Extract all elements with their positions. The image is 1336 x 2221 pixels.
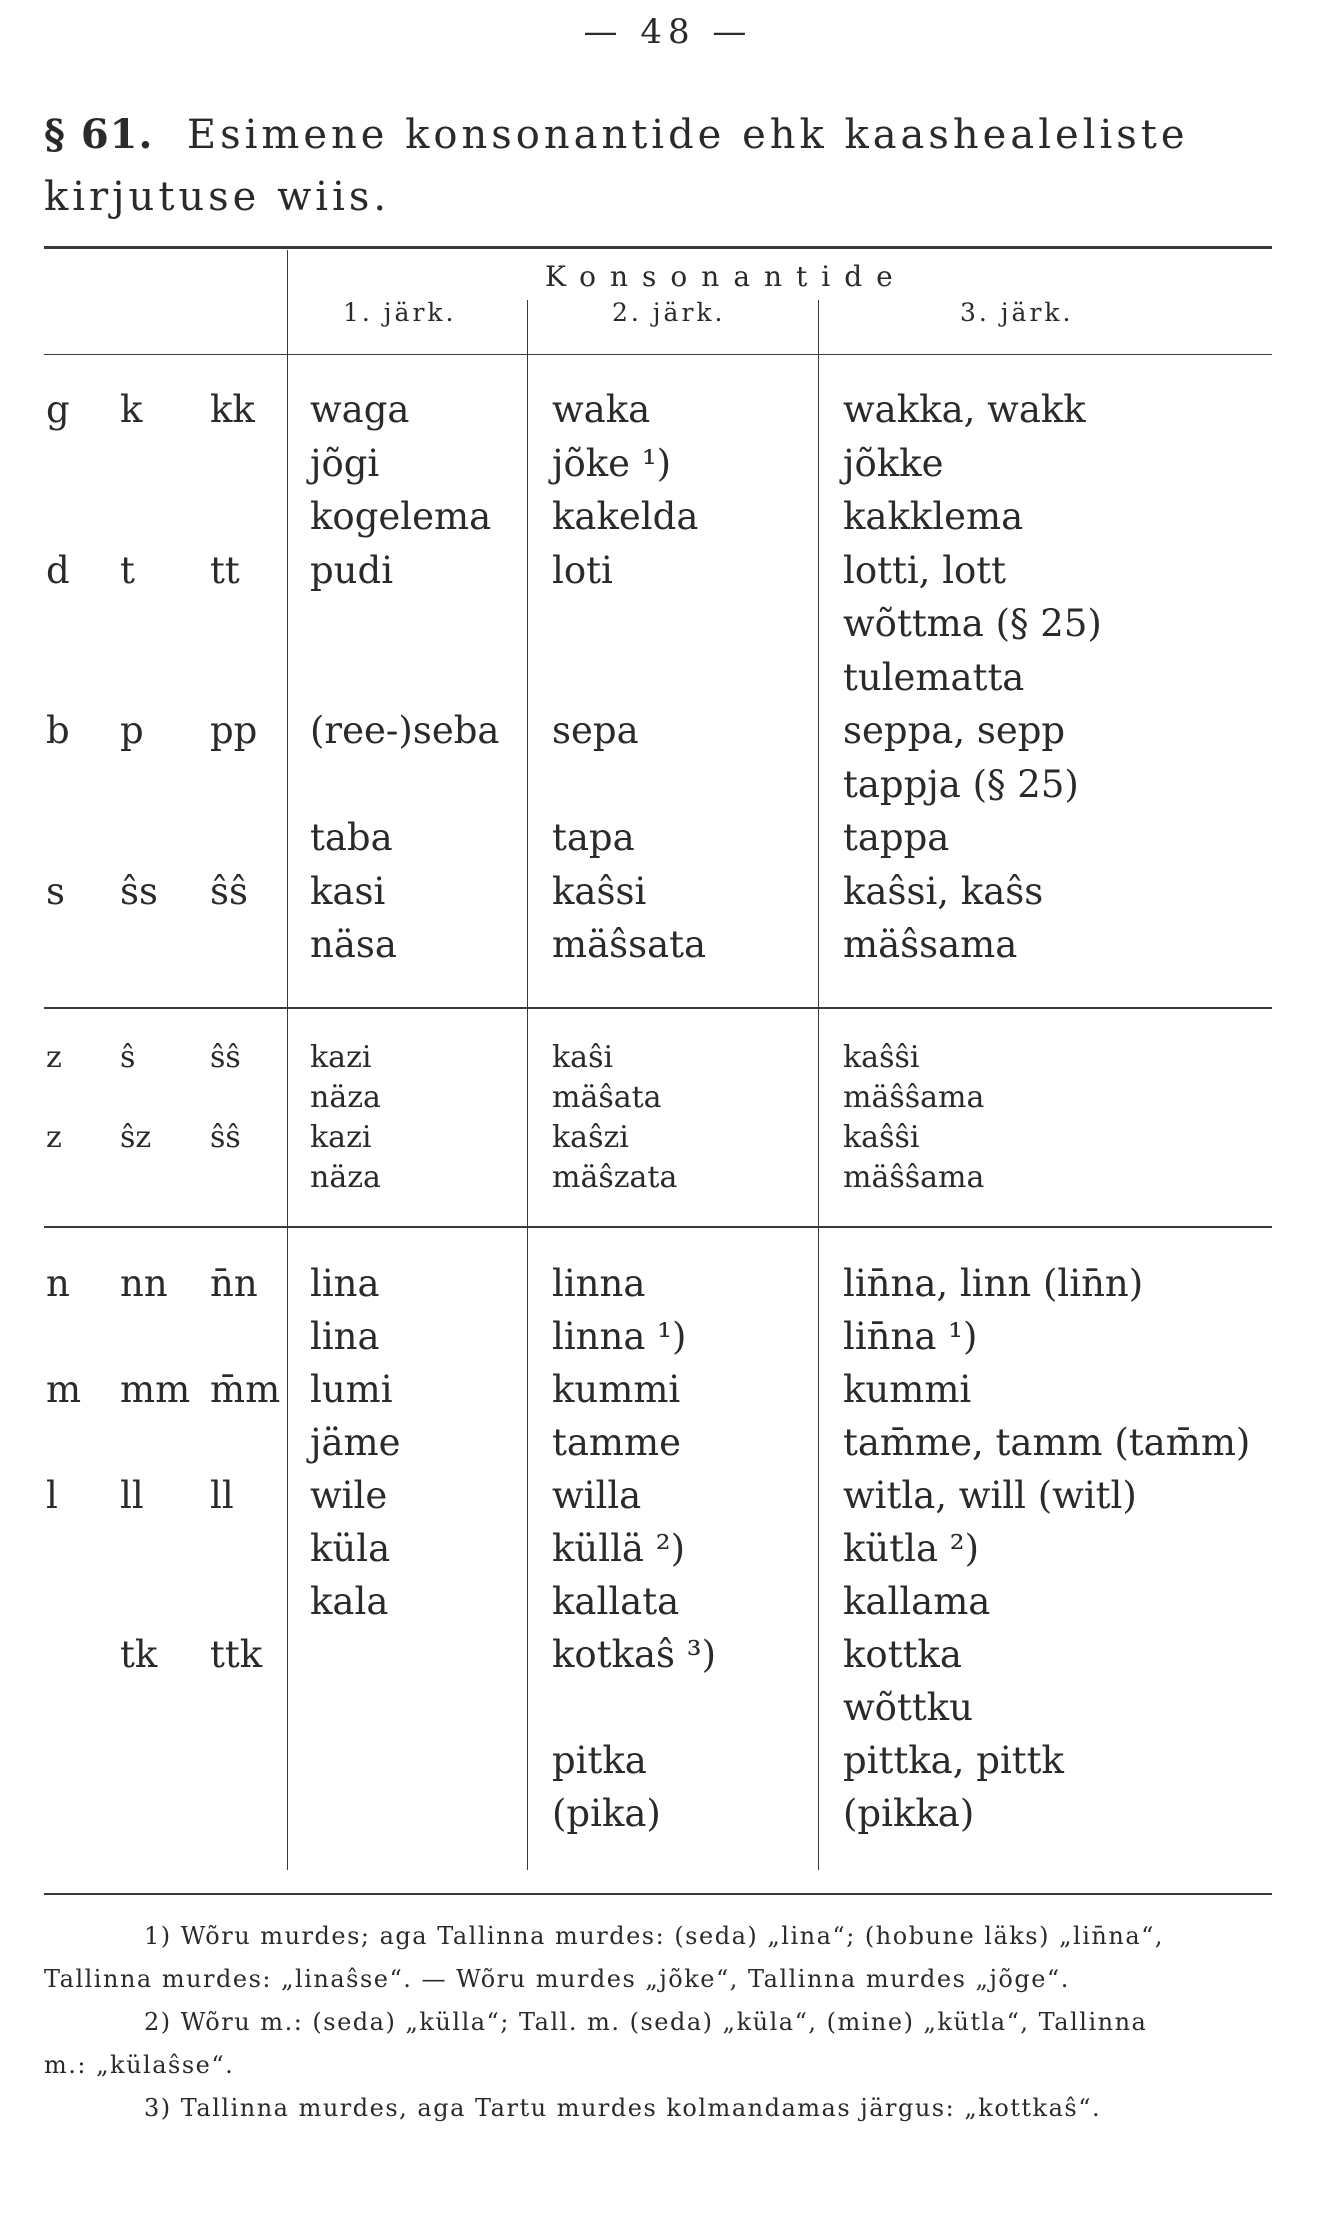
table-cell: kakklema — [843, 495, 1024, 538]
table-cell: pitka — [552, 1739, 647, 1782]
table-cell: mäŝsata — [552, 923, 707, 966]
consonant-letter: mm — [120, 1368, 191, 1411]
consonant-letter: tk — [120, 1633, 158, 1676]
col-header-1: 1. järk. — [343, 298, 457, 327]
col-sep — [287, 250, 288, 1870]
table-cell: mäŝŝama — [843, 1160, 985, 1195]
consonant-letter: tt — [210, 548, 240, 592]
table-cell: kütla ²) — [843, 1527, 980, 1570]
table-cell: sepa — [552, 709, 639, 752]
table-cell: kazi — [310, 1040, 372, 1075]
table-cell: kaŝŝi — [843, 1040, 920, 1075]
table-cell: tam̄me, tamm (tam̄m) — [843, 1421, 1251, 1464]
consonant-letter: ŝŝ — [210, 1040, 241, 1075]
table-cell: lotti, lott — [843, 548, 1007, 592]
table-cell: kottka — [843, 1633, 962, 1676]
consonant-letter: m̄m — [210, 1368, 281, 1411]
heading-line-1: Esimene konsonantide ehk kaashealeliste — [186, 112, 1189, 158]
table-cell: witla, will (witl) — [843, 1474, 1137, 1517]
table-cell: küllä ²) — [552, 1527, 686, 1570]
footnote-2-cont: m.: „külaŝse“. — [44, 2051, 235, 2079]
consonant-letter: k — [120, 388, 143, 431]
table-cell: kallata — [552, 1580, 680, 1623]
table-cell: tapa — [552, 816, 635, 859]
col-sep — [527, 300, 528, 1870]
consonant-letter: n — [46, 1262, 70, 1305]
table-cell: wõttku — [843, 1686, 973, 1729]
table-cell: mäŝŝama — [843, 1080, 985, 1115]
table-cell: lin̄na, linn (lin̄n) — [843, 1262, 1144, 1305]
table-cell: mäŝzata — [552, 1160, 678, 1195]
section-heading — [44, 104, 1189, 228]
consonant-letter: ŝ — [120, 1040, 136, 1075]
table-cell: kazi — [310, 1120, 372, 1155]
table-cell: wile — [310, 1474, 388, 1517]
table-cell: linna — [552, 1262, 646, 1305]
table-cell: wakka, wakk — [843, 388, 1086, 431]
table-cell: pittka, pittk — [843, 1739, 1064, 1782]
table-cell: küla — [310, 1527, 391, 1570]
table-cell: jõkke — [843, 441, 944, 485]
table-cell: (pikka) — [843, 1792, 975, 1835]
table-cell: kaŝzi — [552, 1120, 629, 1155]
footnotes — [44, 1915, 1294, 2130]
table-cell: tappa — [843, 816, 950, 859]
table-cell: jõke ¹) — [552, 441, 672, 485]
footnote-rule — [44, 1893, 1272, 1895]
heading-line-2: kirjutuse wiis. — [44, 174, 391, 220]
table-cell: näza — [310, 1160, 381, 1195]
consonant-letter: d — [46, 548, 70, 592]
table-cell: lin̄na ¹) — [843, 1315, 978, 1358]
table-cell: kaŝsi, kaŝs — [843, 869, 1044, 913]
table-cell: mäŝata — [552, 1080, 662, 1115]
table-cell: kallama — [843, 1580, 991, 1623]
page-number: — 48 — — [583, 12, 753, 52]
table-cell: kasi — [310, 869, 386, 913]
table-cell: näsa — [310, 923, 397, 966]
table-cell: kaŝsi — [552, 869, 647, 913]
consonant-letter: z — [46, 1120, 62, 1155]
consonant-letter: ll — [210, 1474, 234, 1517]
footnote-1: 1) Wõru murdes; aga Tallinna murdes: (seda) „lina“; (hobune läks) „lin̄na“, — [144, 1922, 1165, 1950]
table-cell: kaŝi — [552, 1040, 614, 1075]
table-cell: kummi — [843, 1368, 972, 1411]
table-cell: waka — [552, 388, 651, 431]
table-cell: kaŝŝi — [843, 1120, 920, 1155]
table-cell: kogelema — [310, 495, 492, 538]
consonant-letter: n̄n — [210, 1262, 258, 1305]
table-cell: lina — [310, 1315, 380, 1358]
table-cell: kotkaŝ ³) — [552, 1633, 717, 1676]
table-cell: näza — [310, 1080, 381, 1115]
col-header-3: 3. järk. — [960, 298, 1074, 327]
consonant-letter: kk — [210, 388, 255, 431]
footnote-1-cont: Tallinna murdes: „linaŝse“. — Wõru murdes „jõke“, Tallinna murdes „jõge“. — [44, 1965, 1070, 1993]
consonant-letter: p — [120, 709, 144, 752]
table-cell: willa — [552, 1474, 642, 1517]
table-cell: lina — [310, 1262, 380, 1305]
consonant-letter: ŝz — [120, 1120, 152, 1155]
table-top-rule — [44, 246, 1272, 249]
consonant-letter: g — [46, 388, 70, 431]
table-cell: waga — [310, 388, 410, 431]
table-cell: kala — [310, 1580, 389, 1623]
section-divider — [44, 1007, 1272, 1009]
consonant-letter: ttk — [210, 1633, 263, 1676]
table-cell: loti — [552, 548, 613, 592]
table-cell: tappja (§ 25) — [843, 762, 1079, 806]
section-divider — [44, 1226, 1272, 1228]
table-cell: (ree-)seba — [310, 709, 500, 752]
consonant-letter: nn — [120, 1262, 168, 1305]
consonant-letter: ŝs — [120, 869, 158, 913]
consonant-letter: b — [46, 709, 70, 752]
table-cell: wõttma (§ 25) — [843, 602, 1102, 645]
col-sep — [818, 300, 819, 1870]
table-cell: tulematta — [843, 655, 1025, 699]
group-header: Konsonantide — [545, 260, 907, 293]
table-cell: jõgi — [310, 441, 380, 485]
table-cell: jäme — [310, 1421, 401, 1464]
table-cell: kakelda — [552, 495, 699, 538]
table-cell: mäŝsama — [843, 923, 1018, 966]
table-cell: taba — [310, 816, 393, 859]
table-cell: tamme — [552, 1421, 681, 1464]
table-cell: kummi — [552, 1368, 681, 1411]
col-header-2: 2. järk. — [612, 298, 726, 327]
consonant-letter: m — [46, 1368, 82, 1411]
table-cell: seppa, sepp — [843, 709, 1066, 752]
consonant-letter: z — [46, 1040, 62, 1075]
consonant-letter: ŝŝ — [210, 1120, 241, 1155]
table-cell: linna ¹) — [552, 1315, 687, 1358]
consonant-letter: ŝŝ — [210, 869, 248, 913]
table-cell: lumi — [310, 1368, 393, 1411]
consonant-letter: s — [46, 869, 65, 913]
footnote-3: 3) Tallinna murdes, aga Tartu murdes kolmandamas järgus: „kottkaŝ“. — [144, 2094, 1102, 2122]
table-cell: pudi — [310, 548, 394, 592]
table-cell: (pika) — [552, 1792, 661, 1835]
consonant-letter: pp — [210, 709, 258, 752]
header-bottom-rule — [44, 354, 1272, 355]
section-number: § 61. — [44, 111, 154, 158]
consonant-letter: ll — [120, 1474, 144, 1517]
consonant-letter: t — [120, 548, 135, 592]
consonant-letter: l — [46, 1474, 58, 1517]
footnote-2: 2) Wõru m.: (seda) „külla“; Tall. m. (seda) „küla“, (mine) „kütla“, Tallinna — [144, 2008, 1148, 2036]
